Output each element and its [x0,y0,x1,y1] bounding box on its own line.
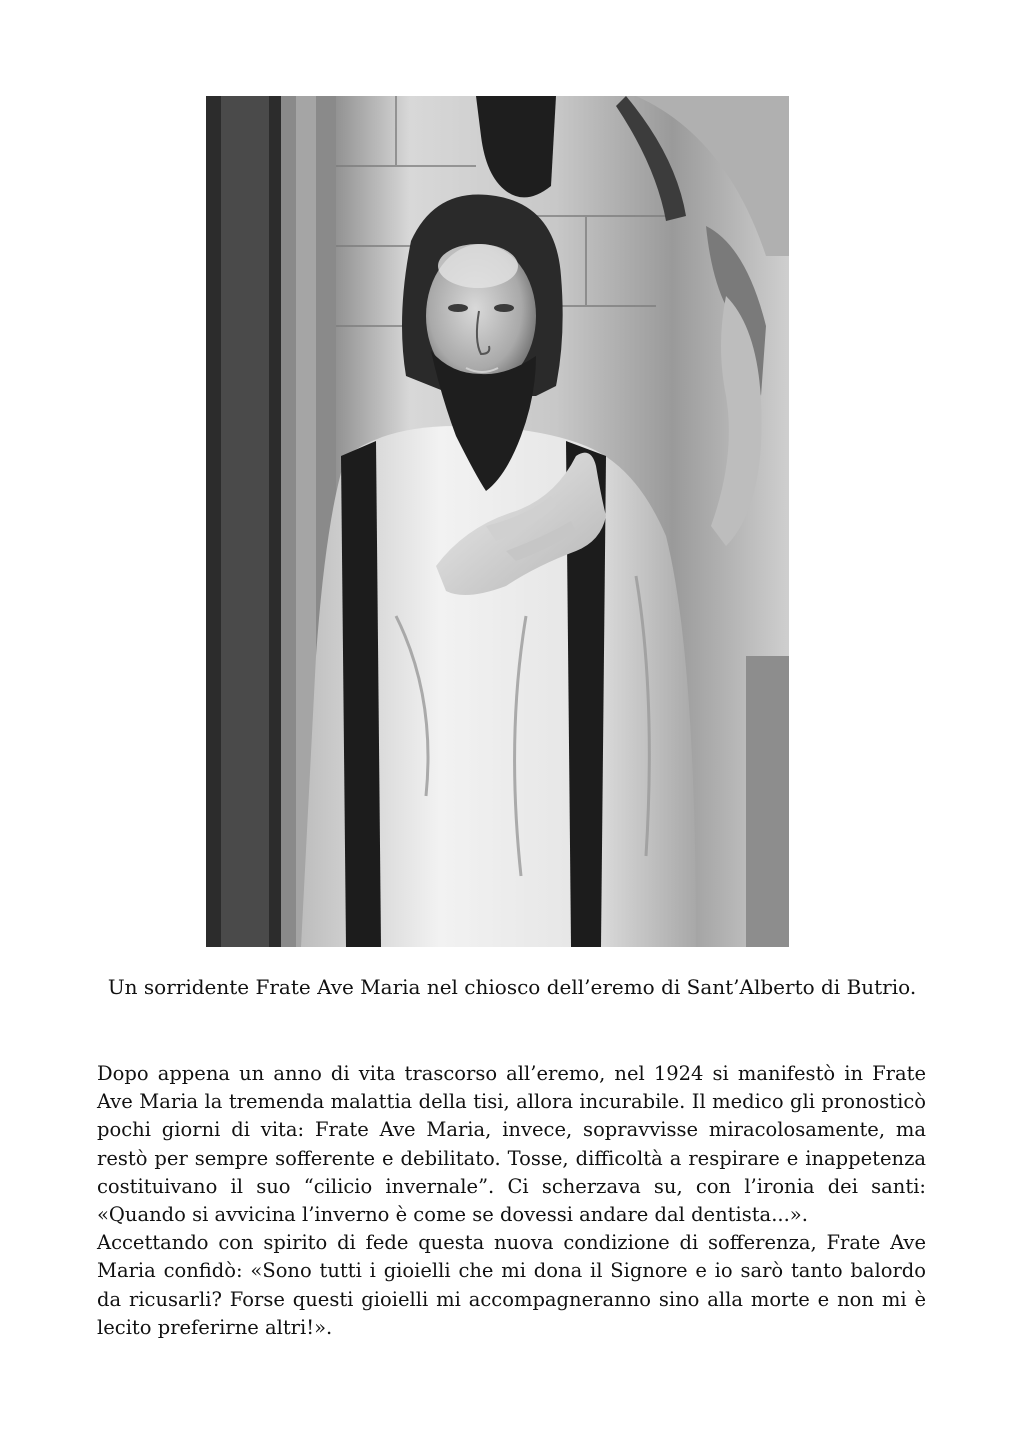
photo-frate-ave-maria [206,96,789,947]
body-text [97,1060,926,1342]
photo-caption: Un sorridente Frate Ave Maria nel chiosco dell’eremo di Sant’Alberto di Butrio. [107,975,917,999]
body-paragraph: Accettando con spirito di fede questa nuova condizione di sofferenza, Frate Ave Maria confidò: «Sono tutti i gioielli che mi dona il Signore e io sarò tanto balordo da ricusarli? Forse questi gioielli mi accompagneranno sino alla morte e non mi è lecito preferirne altri!». [97,1231,926,1339]
body-paragraph: Dopo appena un anno di vita trascorso all’eremo, nel 1924 si manifestò in Frate Ave Maria la tremenda malattia della tisi, allora incurabile. Il medico gli pronosticò pochi giorni di vita: Frate Ave Maria, invece, sopravvisse miracolosamente, ma restò per sempre sofferente e debilitato. Tosse, difficoltà a respirare e inappetenza costituivano il suo “cilicio invernale”. Ci scherzava su, con l’ironia dei santi: «Quando si avvicina l’inverno è come se dovessi andare dal dentista...». [97,1062,926,1227]
